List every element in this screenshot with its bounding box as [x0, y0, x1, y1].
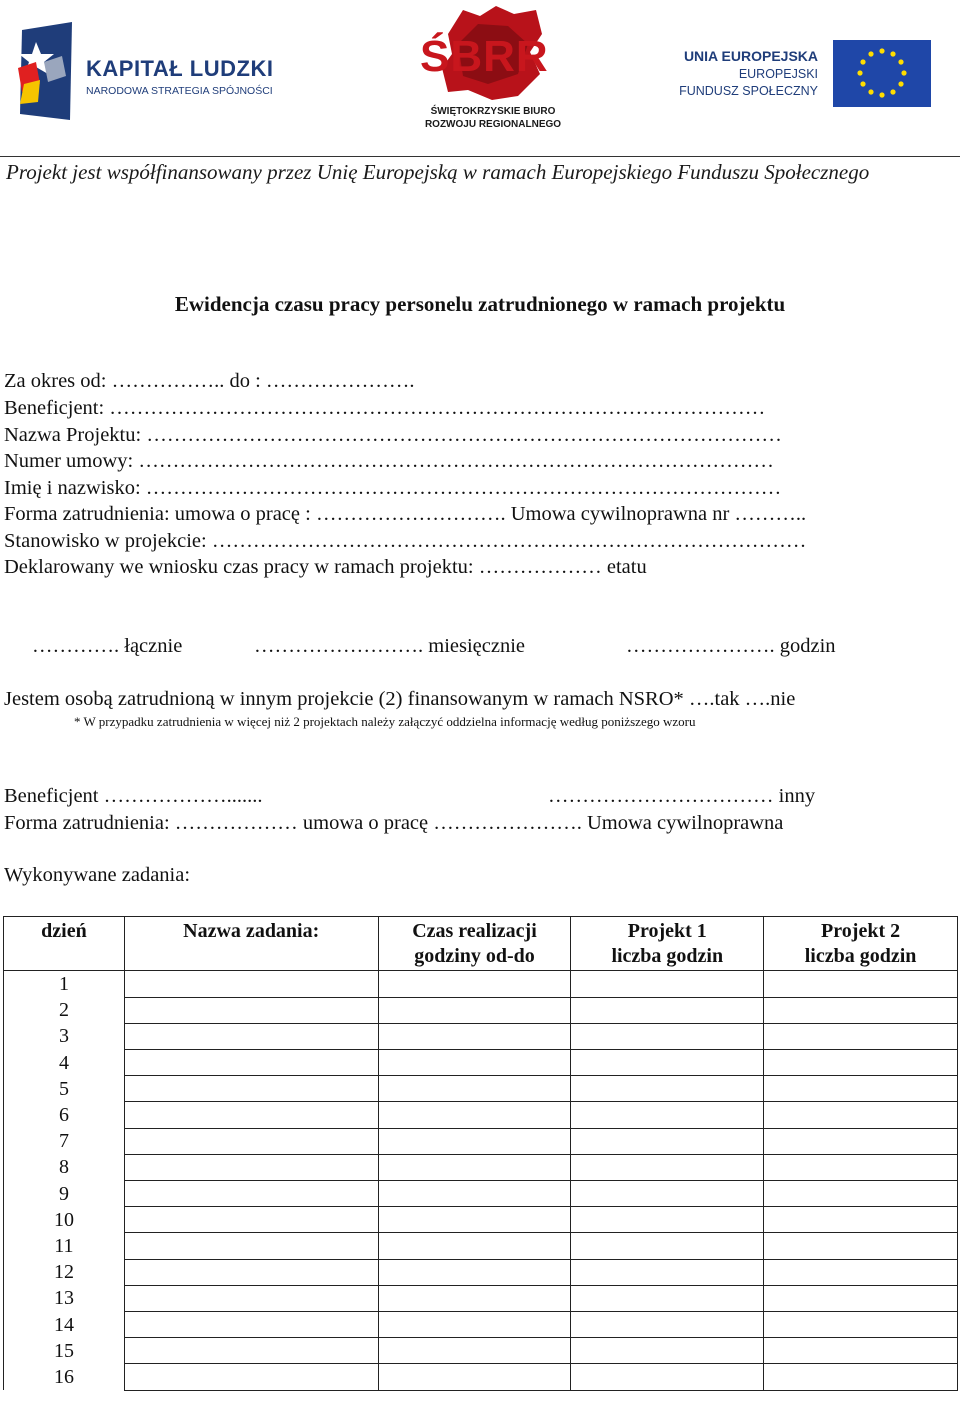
day-number: 8: [4, 1154, 125, 1180]
task-name-cell[interactable]: [124, 1128, 378, 1154]
time-range-cell[interactable]: [378, 1154, 571, 1180]
header-nazwa-zadania: Nazwa zadania:: [124, 917, 378, 971]
header-divider: [0, 156, 960, 157]
project2-hours-cell[interactable]: [764, 1023, 958, 1049]
table-row: [4, 1128, 958, 1154]
day-number: 3: [4, 1023, 125, 1049]
tasks-table-body: [4, 971, 958, 1391]
kapital-ludzki-subtitle: NARODOWA STRATEGIA SPÓJNOŚCI: [86, 85, 273, 97]
field-forma-zatrudnienia-2: Forma zatrudnienia: ……………… umowa o pracę …………………. Umowa cywilnoprawna: [4, 812, 784, 834]
field-forma-zatrudnienia: Forma zatrudnienia: umowa o pracę : ………………………. Umowa cywilnoprawna nr ………..: [4, 503, 807, 525]
project2-hours-cell[interactable]: [764, 1050, 958, 1076]
field-imie-nazwisko: Imię i nazwisko: …………………………………………………………………………………: [4, 477, 782, 499]
day-number: 12: [4, 1259, 125, 1285]
time-range-cell[interactable]: [378, 1233, 571, 1259]
kapital-ludzki-logo: [14, 22, 284, 122]
task-name-cell[interactable]: [124, 1102, 378, 1128]
header-czas-realizacji: Czas realizacji godziny od-do: [378, 917, 571, 971]
field-beneficjent2: Beneficjent ……………….......: [4, 785, 263, 807]
task-name-cell[interactable]: [124, 1207, 378, 1233]
task-name-cell[interactable]: [124, 1233, 378, 1259]
field-stanowisko: Stanowisko w projekcie: ……………………………………………………………………………: [4, 530, 807, 552]
project1-hours-cell[interactable]: [571, 1023, 764, 1049]
field-nazwa-projektu: Nazwa Projektu: …………………………………………………………………………………: [4, 424, 782, 446]
sbrr-subtitle-line2: ROZWOJU REGIONALNEGO: [424, 119, 562, 130]
day-number: 9: [4, 1181, 125, 1207]
day-number: 4: [4, 1050, 125, 1076]
time-range-cell[interactable]: [378, 1102, 571, 1128]
task-name-cell[interactable]: [124, 1338, 378, 1364]
field-beneficjent: Beneficjent: ……………………………………………………………………………………: [4, 397, 766, 419]
project2-hours-cell[interactable]: [764, 1076, 958, 1102]
field-nsro: Jestem osobą zatrudnioną w innym projekcie (2) finansowanym w ramach NSRO* ….tak ….nie: [4, 688, 796, 710]
project2-hours-cell[interactable]: [764, 1233, 958, 1259]
table-row: [4, 1050, 958, 1076]
day-number: 7: [4, 1128, 125, 1154]
header-logos: [0, 0, 960, 150]
time-range-cell[interactable]: [378, 1338, 571, 1364]
project1-hours-cell[interactable]: [571, 997, 764, 1023]
time-range-cell[interactable]: [378, 1311, 571, 1337]
table-row: [4, 1207, 958, 1233]
table-row: [4, 1259, 958, 1285]
ue-fund-line1: EUROPEJSKI: [738, 67, 818, 81]
project2-hours-cell[interactable]: [764, 1102, 958, 1128]
project2-hours-cell[interactable]: [764, 1311, 958, 1337]
day-number: 5: [4, 1076, 125, 1102]
tasks-table-header: [4, 917, 958, 971]
field-lacznie: …………. łącznie: [32, 635, 183, 657]
day-number: 14: [4, 1311, 125, 1337]
project1-hours-cell[interactable]: [571, 1364, 764, 1390]
task-name-cell[interactable]: [124, 1076, 378, 1102]
table-row: [4, 1338, 958, 1364]
day-number: 2: [4, 997, 125, 1023]
project1-hours-cell[interactable]: [571, 1233, 764, 1259]
task-name-cell[interactable]: [124, 1364, 378, 1390]
project1-hours-cell[interactable]: [571, 1285, 764, 1311]
tasks-table: [3, 916, 958, 1391]
field-okres: Za okres od: …………….. do : ………………….: [4, 370, 415, 392]
project1-hours-cell[interactable]: [571, 1076, 764, 1102]
time-range-cell[interactable]: [378, 1259, 571, 1285]
time-range-cell[interactable]: [378, 1076, 571, 1102]
project2-hours-cell[interactable]: [764, 1285, 958, 1311]
field-deklarowany: Deklarowany we wniosku czas pracy w ramach projektu: ……………… etatu: [4, 556, 647, 578]
header-projekt-1: Projekt 1 liczba godzin: [571, 917, 764, 971]
task-name-cell[interactable]: [124, 1259, 378, 1285]
task-name-cell[interactable]: [124, 971, 378, 998]
table-row: [4, 1102, 958, 1128]
sbrr-subtitle-line1: ŚWIĘTOKRZYSKIE BIURO: [430, 106, 556, 117]
table-row: [4, 1233, 958, 1259]
ue-fund-line2: FUNDUSZ SPOŁECZNY: [679, 84, 818, 98]
project2-hours-cell[interactable]: [764, 1207, 958, 1233]
table-row: [4, 1154, 958, 1180]
task-name-cell[interactable]: [124, 997, 378, 1023]
project1-hours-cell[interactable]: [571, 1338, 764, 1364]
day-number: 6: [4, 1102, 125, 1128]
day-number: 11: [4, 1233, 125, 1259]
time-range-cell[interactable]: [378, 1181, 571, 1207]
time-range-cell[interactable]: [378, 1050, 571, 1076]
table-row: [4, 1181, 958, 1207]
table-row: [4, 1364, 958, 1390]
task-name-cell[interactable]: [124, 1311, 378, 1337]
time-range-cell[interactable]: [378, 1285, 571, 1311]
project1-hours-cell[interactable]: [571, 1181, 764, 1207]
time-range-cell[interactable]: [378, 1128, 571, 1154]
header-projekt-2: Projekt 2 liczba godzin: [764, 917, 958, 971]
project2-hours-cell[interactable]: [764, 1128, 958, 1154]
table-row: [4, 1023, 958, 1049]
time-range-cell[interactable]: [378, 1207, 571, 1233]
section-wykonywane-zadania: Wykonywane zadania:: [4, 864, 191, 886]
table-row: [4, 971, 958, 998]
time-range-cell[interactable]: [378, 1023, 571, 1049]
eu-flag-icon: [833, 40, 931, 107]
project1-hours-cell[interactable]: [571, 1259, 764, 1285]
project2-hours-cell[interactable]: [764, 1259, 958, 1285]
project1-hours-cell[interactable]: [571, 1154, 764, 1180]
project1-hours-cell[interactable]: [571, 1311, 764, 1337]
day-number: 16: [4, 1364, 125, 1390]
task-name-cell[interactable]: [124, 1050, 378, 1076]
ue-name: UNIA EUROPEJSKA: [683, 48, 818, 64]
field-godzin: …………………. godzin: [626, 635, 836, 657]
project1-hours-cell[interactable]: [571, 971, 764, 998]
table-row: [4, 1076, 958, 1102]
footnote: * W przypadku zatrudnienia w więcej niż 2 projektach należy załączyć oddzielna informację według poniższego wzoru: [74, 714, 696, 729]
time-range-cell[interactable]: [378, 971, 571, 998]
header-dzien: dzień: [4, 917, 125, 971]
project1-hours-cell[interactable]: [571, 1207, 764, 1233]
project2-hours-cell[interactable]: [764, 997, 958, 1023]
day-number: 15: [4, 1338, 125, 1364]
project2-hours-cell[interactable]: [764, 1364, 958, 1390]
field-miesiecznie: ……………………. miesięcznie: [254, 635, 526, 657]
project1-hours-cell[interactable]: [571, 1102, 764, 1128]
field-numer-umowy: Numer umowy: …………………………………………………………………………………: [4, 450, 774, 472]
task-name-cell[interactable]: [124, 1181, 378, 1207]
project2-hours-cell[interactable]: [764, 1181, 958, 1207]
project2-hours-cell[interactable]: [764, 1154, 958, 1180]
table-row: [4, 1285, 958, 1311]
time-range-cell[interactable]: [378, 997, 571, 1023]
sbrr-name: ŚBRR: [420, 32, 549, 81]
task-name-cell[interactable]: [124, 1285, 378, 1311]
cofinancing-tagline: Projekt jest współfinansowany przez Unię Europejską w ramach Europejskiego Funduszu Społecznego: [6, 160, 870, 184]
day-number: 1: [4, 971, 125, 998]
time-range-cell[interactable]: [378, 1364, 571, 1390]
ue-efs-logo: [680, 40, 935, 112]
project1-hours-cell[interactable]: [571, 1128, 764, 1154]
task-name-cell[interactable]: [124, 1023, 378, 1049]
project2-hours-cell[interactable]: [764, 1338, 958, 1364]
task-name-cell[interactable]: [124, 1154, 378, 1180]
project1-hours-cell[interactable]: [571, 1050, 764, 1076]
table-row: [4, 997, 958, 1023]
sbrr-logo: [418, 4, 568, 132]
field-beneficjent2-inny: …………………………… inny: [548, 785, 816, 807]
kapital-ludzki-emblem-icon: [14, 22, 78, 122]
day-number: 10: [4, 1207, 125, 1233]
table-row: [4, 1311, 958, 1337]
project2-hours-cell[interactable]: [764, 971, 958, 998]
day-number: 13: [4, 1285, 125, 1311]
kapital-ludzki-name: KAPITAŁ LUDZKI: [86, 56, 274, 81]
document-title: Ewidencja czasu pracy personelu zatrudnionego w ramach projektu: [174, 292, 786, 316]
